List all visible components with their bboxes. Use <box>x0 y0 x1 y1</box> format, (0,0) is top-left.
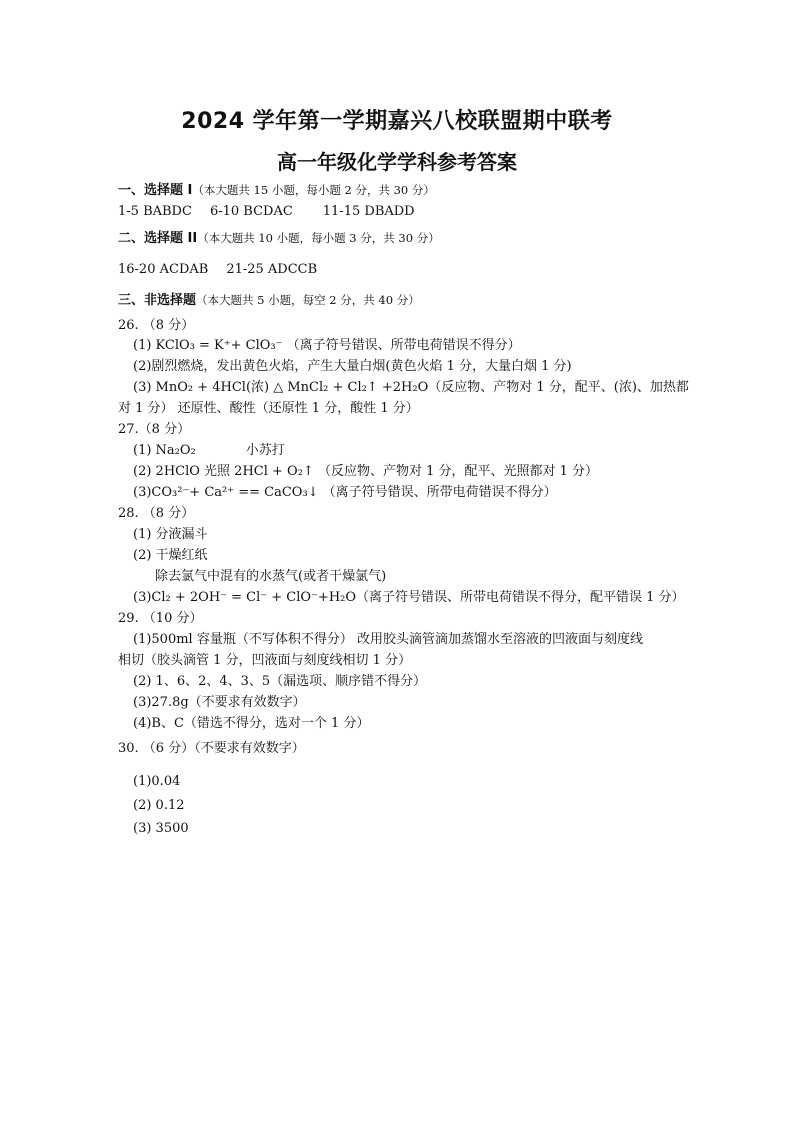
answers-21-25: 21-25 ADCCB <box>226 262 318 277</box>
q30-answer-2: (2) 0.12 <box>133 798 185 813</box>
section-1-title: 一、选择题 I <box>118 183 193 198</box>
section-3-heading <box>118 291 684 310</box>
q27-answer-1b: 小苏打 <box>245 443 285 458</box>
q27-label: 27.（8 分） <box>118 422 191 437</box>
q28-label: 28. （8 分） <box>118 506 195 521</box>
section-2-answers <box>118 261 684 279</box>
section-3-title: 三、非选择题 <box>118 293 197 308</box>
q26-label: 26. （8 分） <box>118 318 195 333</box>
q30-answer-1: (1)0.04 <box>133 774 181 789</box>
answers-6-10: 6-10 BCDAC <box>209 204 293 219</box>
q26-answer-3-cont: 对 1 分） 还原性、酸性（还原性 1 分，酸性 1 分） <box>118 401 419 416</box>
section-2-note: （本大题共 10 小题，每小题 3 分，共 30 分） <box>197 231 440 245</box>
q26-answer-3: (3) MnO₂ + 4HCl(浓) △ MnCl₂ + Cl₂↑ +2H₂O（反应物、产物对 1 分，配平、(浓)、加热都 <box>133 380 689 395</box>
q29-answer-2: (2) 1、6、2、4、3、5（漏选项、顺序错不得分） <box>133 674 427 689</box>
section-3-note: （本大题共 5 小题，每空 2 分，共 40 分） <box>196 293 420 307</box>
section-1-heading <box>118 181 684 200</box>
section-1-answers <box>118 203 684 221</box>
q26-answer-1: (1) KClO₃ = K⁺+ ClO₃⁻ （离子符号错误、所带电荷错误不得分） <box>133 338 521 353</box>
answers-1-5: 1-5 BABDC <box>118 204 192 219</box>
q28-answer-2: (2) 干燥红纸 <box>133 548 208 563</box>
q26-answer-2: (2)剧烈燃烧，发出黄色火焰，产生大量白烟(黄色火焰 1 分，大量白烟 1 分) <box>133 359 572 374</box>
answers-11-15: 11-15 DBADD <box>322 204 415 219</box>
q29-label: 29. （10 分） <box>118 611 203 626</box>
q27-answer-1 <box>133 442 684 460</box>
q28-answer-2b: 除去氯气中混有的水蒸气(或者干燥氯气) <box>155 569 387 584</box>
document-subtitle: 高一年级化学学科参考答案 <box>277 150 517 174</box>
q29-answer-3: (3)27.8g（不要求有效数字） <box>133 695 306 710</box>
q29-answer-1: (1)500ml 容量瓶（不写体积不得分） 改用胶头滴管滴加蒸馏水至溶液的凹液面与刻度线 <box>133 632 643 647</box>
q29-answer-1-cont: 相切（胶头滴管 1 分，凹液面与刻度线相切 1 分） <box>118 653 412 668</box>
section-1-note: （本大题共 15 小题，每小题 2 分，共 30 分） <box>192 183 435 197</box>
answers-16-20: 16-20 ACDAB <box>118 262 209 277</box>
q27-answer-3: (3)CO₃²⁻+ Ca²⁺ == CaCO₃↓ （离子符号错误、所带电荷错误不得分） <box>133 485 557 500</box>
document-title: 2024 学年第一学期嘉兴八校联盟期中联考 <box>181 109 613 134</box>
q28-answer-1: (1) 分液漏斗 <box>133 527 208 542</box>
q29-answer-4: (4)B、C（错选不得分，选对一个 1 分） <box>133 716 370 731</box>
section-2-heading <box>118 229 684 248</box>
q30-label: 30. （6 分）（不要求有效数字） <box>118 741 305 756</box>
q27-answer-1a: (1) Na₂O₂ <box>133 443 196 458</box>
q28-answer-3: (3)Cl₂ + 2OH⁻ = Cl⁻ + ClO⁻+H₂O（离子符号错误、所带电荷错误不得分，配平错误 1 分） <box>133 590 685 605</box>
section-2-title: 二、选择题 II <box>118 231 198 246</box>
q30-answer-3: (3) 3500 <box>133 821 189 836</box>
q27-answer-2: (2) 2HClO 光照 2HCl + O₂↑ （反应物、产物对 1 分，配平、光照都对 1 分） <box>133 464 599 479</box>
